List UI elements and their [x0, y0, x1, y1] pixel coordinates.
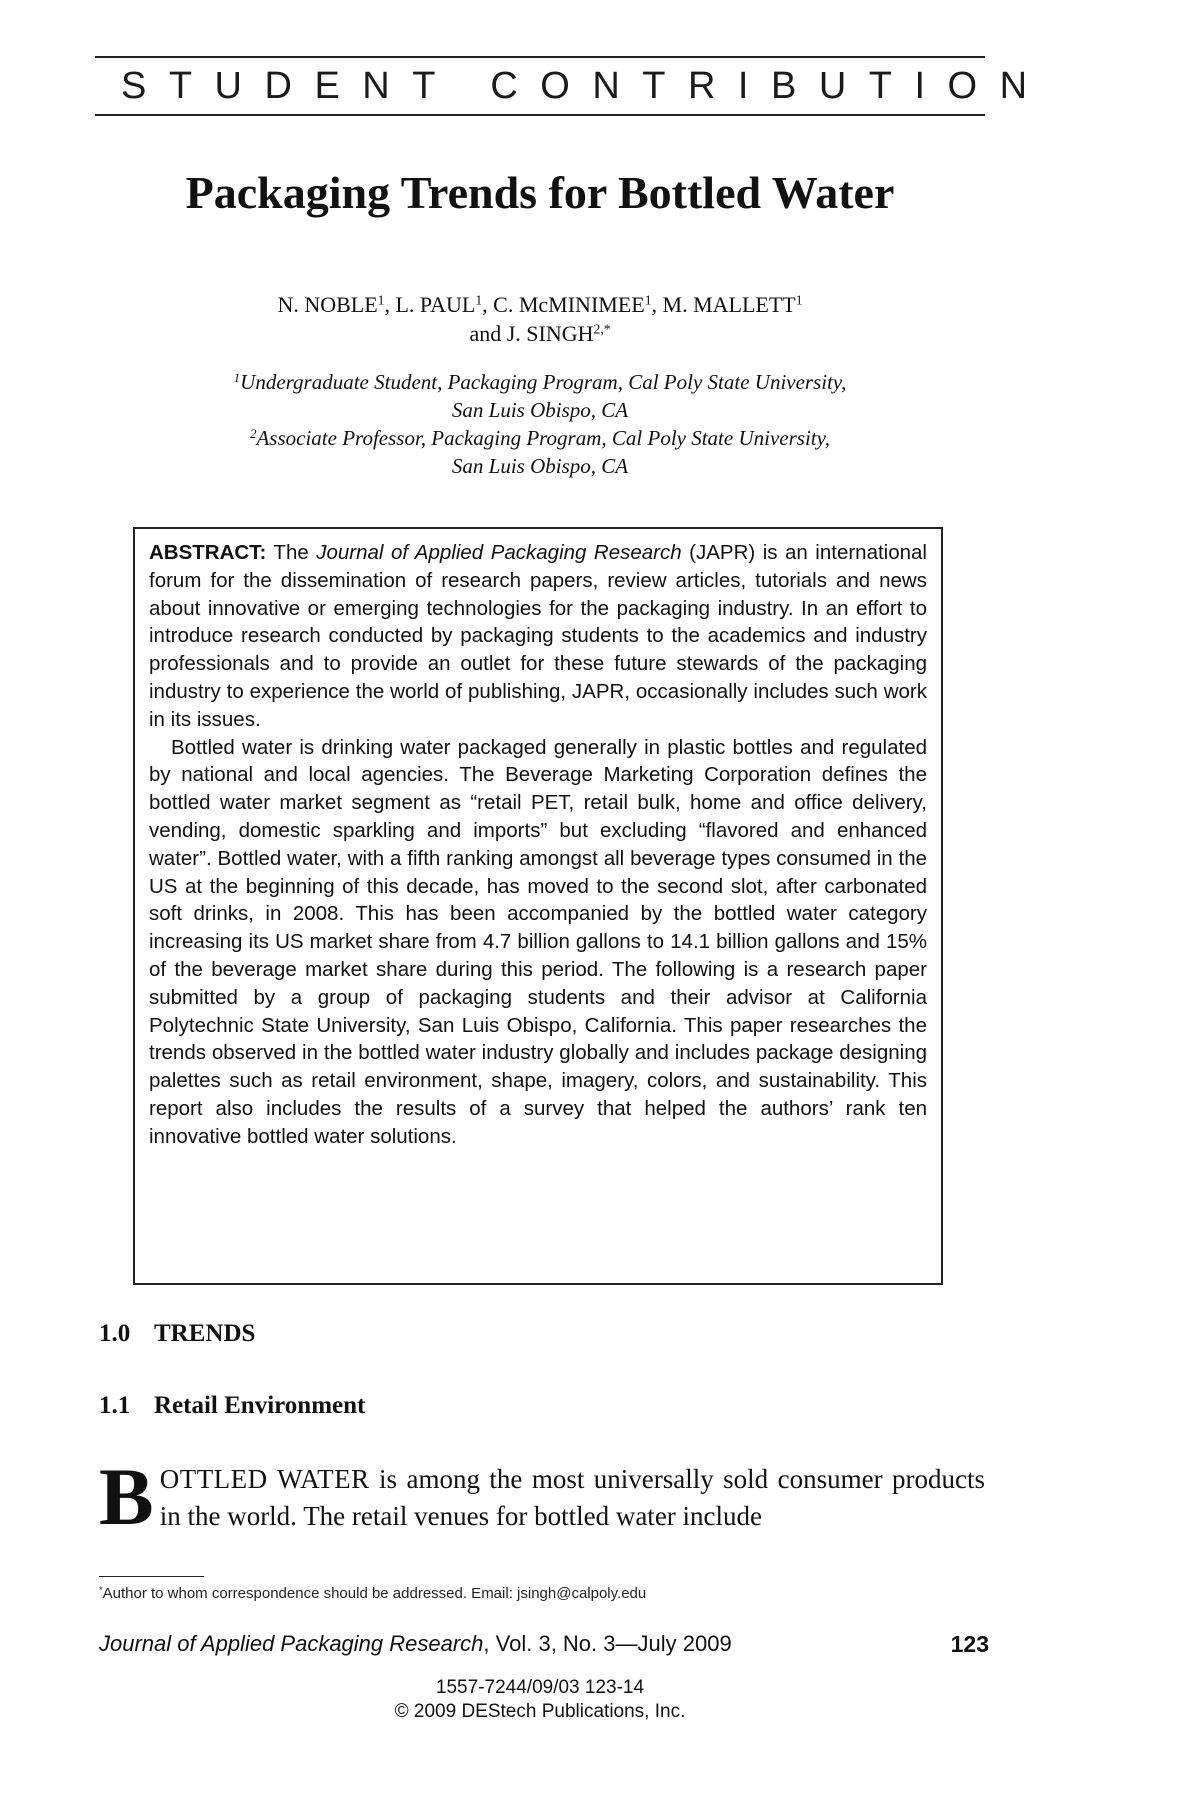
copyright: © 2009 DEStech Publications, Inc.: [394, 1701, 686, 1722]
author-conjunction: and: [469, 321, 507, 346]
footnote: [99, 1584, 989, 1604]
author-name: M. MALLETT: [662, 292, 796, 317]
affiliation-mark: 1: [233, 369, 241, 385]
body-text: is among the most universally sold consumer products in the world. The retail venues for bottled water include: [159, 1464, 985, 1531]
paper-title: Packaging Trends for Bottled Water: [185, 167, 895, 218]
abstract-text: (JAPR) is an international forum for the dissemination of research papers, review articles, tutorials and news about innovative or emerging technologies for the packaging industry. In an effort to introduce research conducted by packaging students to the academics and industry professionals and to provide an outlet for these future stewards of the packaging industry to experience the world of publishing, JAPR, occasionally includes such work in its issues.: [149, 541, 927, 731]
author-affiliation-mark: 1: [795, 292, 803, 308]
affiliation-text: Undergraduate Student, Packaging Program, Cal Poly State University,: [240, 370, 847, 394]
drop-cap: B: [99, 1451, 154, 1542]
author-affiliation-mark: 1: [475, 292, 483, 308]
author-affiliation-mark: 1: [377, 292, 385, 308]
author-separator: ,: [384, 292, 396, 317]
abstract-text: The: [266, 541, 317, 564]
author-affiliation-mark: 1: [644, 292, 652, 308]
affiliation-mark: 2: [249, 425, 257, 441]
author-separator: ,: [482, 292, 494, 317]
author-name: L. PAUL: [395, 292, 476, 317]
journal-name: Journal of Applied Packaging Research: [99, 1631, 484, 1656]
author-name: J. SINGH: [506, 321, 594, 346]
abstract-paragraph-1: [149, 539, 927, 734]
section-title: TRENDS: [154, 1320, 256, 1347]
issn: 1557-7244/09/03 123-14: [435, 1677, 645, 1698]
author-line-2: [95, 319, 985, 348]
abstract-box: [133, 527, 943, 1285]
author-affiliation-mark: 2,*: [593, 321, 611, 337]
footnote-rule: [99, 1576, 204, 1577]
affiliation-location: San Luis Obispo, CA: [451, 454, 629, 478]
journal-issue: , Vol. 3, No. 3—July 2009: [483, 1631, 732, 1656]
abstract-label: ABSTRACT:: [149, 541, 267, 564]
section-heading: [99, 1318, 255, 1350]
footnote-mark: *: [99, 1584, 103, 1595]
running-head-text: STUDENT CONTRIBUTION: [121, 65, 1050, 107]
journal-title-italic: Journal of Applied Packaging Research: [316, 541, 682, 564]
running-head-bottom-rule: [95, 114, 985, 116]
author-separator: ,: [651, 292, 663, 317]
lead-in-smallcaps: OTTLED WATER: [159, 1464, 370, 1494]
subsection-title: Retail Environment: [154, 1392, 366, 1419]
affiliation-text: Associate Professor, Packaging Program, Cal Poly State University,: [256, 426, 831, 450]
author-line-1: [95, 290, 985, 319]
subsection-heading: [99, 1390, 365, 1422]
affiliation-location: San Luis Obispo, CA: [451, 398, 629, 422]
section-number: 1.0: [99, 1320, 131, 1347]
affiliation-1: [95, 368, 985, 424]
affiliations: [95, 368, 985, 480]
page-number: 123: [950, 1631, 989, 1657]
body-paragraph: [99, 1451, 985, 1542]
author-name: N. NOBLE: [277, 292, 378, 317]
abstract-paragraph-2: Bottled water is drinking water packaged generally in plastic bottles and regulated by national and local agencies. The Beverage Marketing Corporation defines the bottled water market segment as “retail PET, retail bulk, home and office delivery, vending, domestic sparkling and imports” but excluding “flavored and enhanced water”. Bottled water, with a fifth ranking amongst all beverage types consumed in the US at the beginning of this decade, has moved to the second slot, after carbonated soft drinks, in 2008. This has been accompanied by the bottled water category increasing its US market share from 4.7 billion gallons to 14.1 billion gallons and 15% of the beverage market share during this period. The following is a research paper submitted by a group of packaging students and their advisor at California Polytechnic State University, San Luis Obispo, California. This paper researches the trends observed in the bottled water industry globally and includes package designing palettes such as retail environment, shape, imagery, colors, and sustainability. This report also includes the results of a survey that helped the authors’ rank ten innovative bottled water solutions.: [149, 735, 927, 1148]
author-name: C. McMINIMEE: [493, 292, 645, 317]
publication-info: [95, 1676, 985, 1724]
footnote-text: Author to whom correspondence should be addressed. Email: jsingh@calpoly.edu: [102, 1585, 647, 1602]
subsection-number: 1.1: [99, 1392, 131, 1419]
journal-footer: [99, 1628, 989, 1660]
running-head: [95, 56, 1050, 116]
affiliation-2: [95, 424, 985, 480]
author-list: [95, 290, 985, 348]
